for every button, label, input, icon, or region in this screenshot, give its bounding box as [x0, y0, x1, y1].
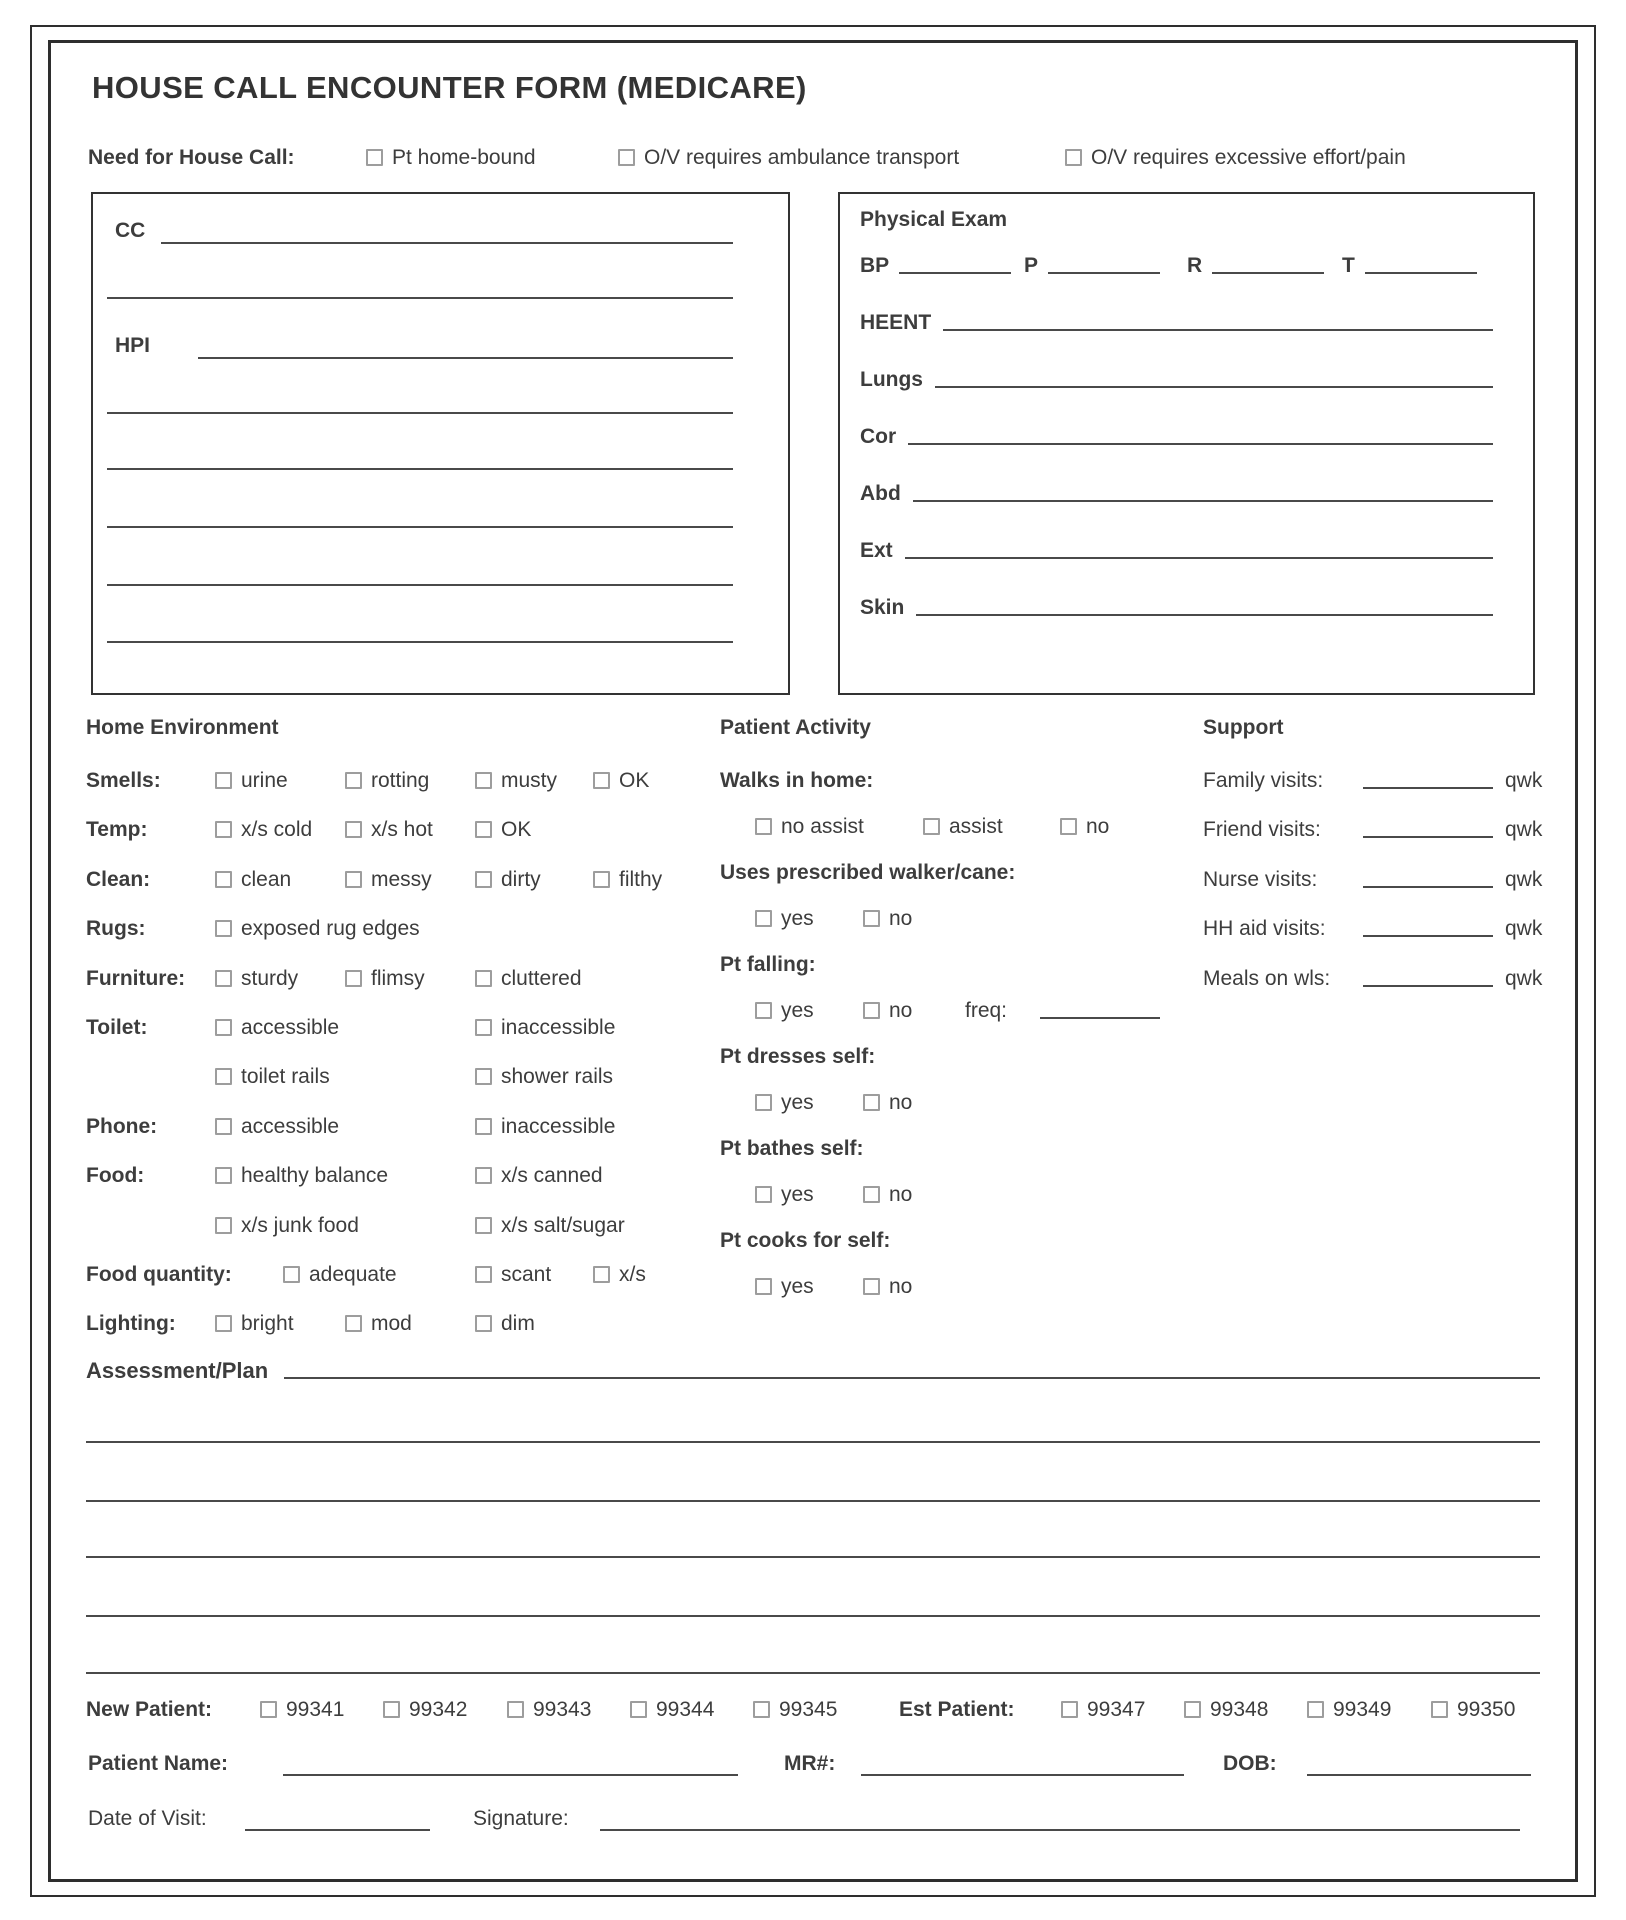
checkbox-x-s-hot[interactable]	[345, 821, 362, 838]
assessment-plan-label: Assessment/Plan	[86, 1358, 269, 1383]
checkbox-x-s-salt-sugar[interactable]	[475, 1217, 492, 1234]
home-env-row-cont-9	[86, 1214, 711, 1240]
checkbox-no[interactable]	[863, 1094, 880, 1111]
vital-p	[1024, 254, 1160, 278]
option-musty	[475, 769, 557, 793]
billing-codes-row	[86, 1698, 1546, 1726]
activity-question-uses-prescribed-walker-cane: Uses prescribed walker/cane:	[720, 861, 1016, 884]
home-env-label-clean: Clean:	[86, 867, 151, 891]
exam-blank-line-skin[interactable]	[916, 614, 1493, 616]
label-o-v-requires-ambulance-transport: O/V requires ambulance transport	[644, 146, 960, 169]
home-env-label-furniture: Furniture:	[86, 966, 186, 990]
freq-blank-line[interactable]	[1040, 1017, 1160, 1019]
option-clean	[215, 868, 291, 892]
home-env-row-clean	[86, 868, 711, 894]
option-99341	[260, 1698, 344, 1722]
vital-label-t: T	[1342, 254, 1355, 277]
patient-name-blank-line[interactable]	[283, 1774, 738, 1776]
activity-options-pt-cooks-for-self	[720, 1275, 1195, 1301]
vital-t	[1342, 254, 1477, 278]
option-no	[1060, 815, 1109, 839]
assessment-blank-line[interactable]	[86, 1441, 1540, 1443]
label-dirty: dirty	[501, 867, 541, 891]
option-o-v-requires-ambulance-transport	[618, 146, 959, 170]
label-ok: OK	[619, 769, 650, 792]
checkbox-messy[interactable]	[345, 871, 362, 888]
label-99341: 99341	[286, 1698, 345, 1721]
new-patient-label: New Patient:	[86, 1698, 213, 1721]
checkbox-rotting[interactable]	[345, 772, 362, 789]
label-rotting: rotting	[371, 769, 430, 792]
assessment-blank-line[interactable]	[86, 1672, 1540, 1674]
option-99350	[1431, 1698, 1515, 1722]
option-bright	[215, 1312, 294, 1336]
home-env-label-rugs: Rugs:	[86, 917, 146, 941]
checkbox-scant[interactable]	[475, 1266, 492, 1283]
label-x-s: x/s	[619, 1263, 646, 1286]
option-adequate	[283, 1263, 397, 1287]
label-messy: messy	[371, 867, 432, 891]
support-title: Support	[1203, 716, 1284, 739]
checkbox-dirty[interactable]	[475, 871, 492, 888]
hpi-blank-line[interactable]	[107, 526, 733, 528]
cc-hpi-box	[91, 192, 790, 695]
label-ok: OK	[501, 818, 532, 842]
label-yes: yes	[781, 1091, 814, 1114]
option-yes	[755, 1275, 814, 1299]
support-unit-hh-aid-visits: qwk	[1505, 917, 1543, 941]
activity-options-walks-in-home	[720, 815, 1195, 841]
exam-blank-line-heent[interactable]	[943, 329, 1493, 331]
checkbox-toilet-rails[interactable]	[215, 1068, 232, 1085]
option-dim	[475, 1312, 535, 1336]
checkbox-dim[interactable]	[475, 1315, 492, 1332]
option-cluttered	[475, 967, 582, 991]
label-no-assist: no assist	[781, 815, 864, 838]
support-blank-line-family-visits[interactable]	[1363, 787, 1493, 789]
option-rotting	[345, 769, 429, 793]
label-shower-rails: shower rails	[501, 1065, 614, 1089]
checkbox-no[interactable]	[863, 1278, 880, 1295]
activity-options-pt-dresses-self	[720, 1091, 1195, 1117]
assessment-blank-line[interactable]	[86, 1500, 1540, 1502]
exam-row-ext	[860, 539, 1493, 563]
vital-label-r: R	[1187, 254, 1203, 277]
label-bright: bright	[241, 1312, 294, 1336]
cc-label: CC	[115, 219, 146, 242]
cc-blank-line[interactable]	[107, 297, 733, 299]
support-label-friend-visits: Friend visits:	[1203, 818, 1321, 842]
label-adequate: adequate	[309, 1263, 397, 1286]
option-dirty	[475, 868, 541, 892]
mr-number-label: MR#:	[784, 1752, 836, 1775]
label-99344: 99344	[656, 1698, 715, 1721]
option-x-s-cold	[215, 818, 312, 842]
activity-question-pt-falling: Pt falling:	[720, 953, 816, 976]
patient-activity-title: Patient Activity	[720, 716, 871, 739]
option-inaccessible	[475, 1115, 615, 1139]
vital-label-bp: BP	[860, 254, 890, 277]
option-no	[863, 1275, 912, 1299]
activity-options-pt-falling	[720, 999, 1195, 1025]
label-musty: musty	[501, 769, 558, 792]
option-no	[863, 1091, 912, 1115]
checkbox-o-v-requires-ambulance-transport[interactable]	[618, 149, 635, 166]
option-assist	[923, 815, 1003, 839]
label-99349: 99349	[1333, 1698, 1392, 1721]
home-env-label-smells: Smells:	[86, 769, 161, 792]
hpi-blank-line[interactable]	[107, 468, 733, 470]
support-blank-line-friend-visits[interactable]	[1363, 836, 1493, 838]
option-exposed-rug-edges	[215, 917, 420, 941]
label-99347: 99347	[1087, 1698, 1146, 1721]
checkbox-yes[interactable]	[755, 1186, 772, 1203]
hpi-label: HPI	[115, 334, 151, 357]
label-cluttered: cluttered	[501, 966, 582, 990]
exam-blank-line-lungs[interactable]	[935, 386, 1493, 388]
option-pt-home-bound	[366, 146, 536, 170]
label-dim: dim	[501, 1312, 535, 1336]
support-unit-meals-on-wls: qwk	[1505, 966, 1543, 990]
support-section	[1203, 706, 1563, 1026]
vital-r	[1187, 254, 1324, 278]
home-env-label-lighting: Lighting:	[86, 1312, 176, 1336]
label-exposed-rug-edges: exposed rug edges	[241, 917, 420, 941]
checkbox-filthy[interactable]	[593, 871, 610, 888]
exam-label-heent: HEENT	[860, 311, 932, 334]
home-env-row-lighting	[86, 1312, 711, 1338]
option-x-s-junk-food	[215, 1214, 359, 1238]
home-env-row-food	[86, 1164, 711, 1190]
vital-bp	[860, 254, 1011, 278]
checkbox-99341[interactable]	[260, 1701, 277, 1718]
checkbox-musty[interactable]	[475, 772, 492, 789]
option-inaccessible	[475, 1016, 615, 1040]
exam-label-skin: Skin	[860, 596, 905, 619]
support-unit-nurse-visits: qwk	[1505, 867, 1543, 891]
checkbox-99350[interactable]	[1431, 1701, 1448, 1718]
option-yes	[755, 1091, 814, 1115]
label-x-s-junk-food: x/s junk food	[241, 1213, 359, 1237]
checkbox-yes[interactable]	[755, 1094, 772, 1111]
exam-row-cor	[860, 425, 1493, 449]
support-row-meals-on-wls	[1203, 967, 1563, 993]
freq-label: freq:	[965, 999, 1008, 1022]
label-x-s-cold: x/s cold	[241, 818, 313, 842]
support-row-nurse-visits	[1203, 868, 1563, 894]
support-label-meals-on-wls: Meals on wls:	[1203, 966, 1331, 990]
support-row-friend-visits	[1203, 818, 1563, 844]
label-inaccessible: inaccessible	[501, 1016, 616, 1039]
date-of-visit-blank-line[interactable]	[245, 1829, 430, 1831]
exam-blank-line-abd[interactable]	[913, 500, 1493, 502]
exam-row-skin	[860, 596, 1493, 620]
option-messy	[345, 868, 432, 892]
label-filthy: filthy	[619, 867, 663, 891]
label-flimsy: flimsy	[371, 966, 425, 990]
checkbox-99347[interactable]	[1061, 1701, 1078, 1718]
exam-blank-line-cor[interactable]	[908, 443, 1493, 445]
vital-blank-line-t[interactable]	[1365, 272, 1477, 274]
checkbox-exposed-rug-edges[interactable]	[215, 920, 232, 937]
checkbox-no-assist[interactable]	[755, 818, 772, 835]
label-mod: mod	[371, 1312, 412, 1336]
checkbox-pt-home-bound[interactable]	[366, 149, 383, 166]
checkbox-ok[interactable]	[593, 772, 610, 789]
option-99347	[1061, 1698, 1145, 1722]
exam-row-abd	[860, 482, 1493, 506]
home-env-label-toilet: Toilet:	[86, 1016, 148, 1039]
est-patient-label: Est Patient:	[899, 1698, 1015, 1721]
label-toilet-rails: toilet rails	[241, 1065, 330, 1089]
home-env-row-furniture	[86, 967, 711, 993]
vital-label-p: P	[1024, 254, 1039, 277]
checkbox-yes[interactable]	[755, 910, 772, 927]
option-99343	[507, 1698, 591, 1722]
exam-label-lungs: Lungs	[860, 368, 923, 391]
option-99345	[753, 1698, 837, 1722]
label-inaccessible: inaccessible	[501, 1114, 616, 1138]
checkbox-healthy-balance[interactable]	[215, 1167, 232, 1184]
label-yes: yes	[781, 907, 814, 930]
checkbox-urine[interactable]	[215, 772, 232, 789]
checkbox-ok[interactable]	[475, 821, 492, 838]
checkbox-accessible[interactable]	[215, 1118, 232, 1135]
assessment-plan-row	[86, 1358, 1540, 1383]
option-mod	[345, 1312, 412, 1336]
checkbox-x-s[interactable]	[593, 1266, 610, 1283]
checkbox-99342[interactable]	[383, 1701, 400, 1718]
checkbox-bright[interactable]	[215, 1315, 232, 1332]
activity-question-pt-cooks-for-self: Pt cooks for self:	[720, 1229, 891, 1252]
checkbox-no[interactable]	[863, 1002, 880, 1019]
activity-question-pt-bathes-self: Pt bathes self:	[720, 1137, 864, 1160]
label-99343: 99343	[533, 1698, 592, 1721]
vital-blank-line-bp[interactable]	[899, 272, 1011, 274]
checkbox-no[interactable]	[863, 1186, 880, 1203]
checkbox-inaccessible[interactable]	[475, 1019, 492, 1036]
label-yes: yes	[781, 999, 814, 1022]
support-blank-line-meals-on-wls[interactable]	[1363, 985, 1493, 987]
label-accessible: accessible	[241, 1114, 340, 1138]
option-x-s-canned	[475, 1164, 603, 1188]
label-99342: 99342	[409, 1698, 468, 1721]
option-no	[863, 907, 912, 931]
checkbox-shower-rails[interactable]	[475, 1068, 492, 1085]
checkbox-99344[interactable]	[630, 1701, 647, 1718]
option-sturdy	[215, 967, 298, 991]
label-x-s-canned: x/s canned	[501, 1164, 603, 1188]
cc-blank-line[interactable]	[161, 242, 733, 244]
exam-label-ext: Ext	[860, 539, 893, 562]
exam-row-lungs	[860, 368, 1493, 392]
assessment-blank-line[interactable]	[284, 1377, 1540, 1379]
exam-label-abd: Abd	[860, 482, 901, 505]
option-x-s-hot	[345, 818, 433, 842]
checkbox-99348[interactable]	[1184, 1701, 1201, 1718]
option-o-v-requires-excessive-effort-pain	[1065, 146, 1406, 170]
option-ok	[593, 769, 649, 793]
hpi-blank-line[interactable]	[107, 412, 733, 414]
support-label-family-visits: Family visits:	[1203, 769, 1324, 792]
activity-options-uses-prescribed-walker-cane	[720, 907, 1195, 933]
label-assist: assist	[949, 815, 1003, 838]
option-99348	[1184, 1698, 1268, 1722]
activity-question-pt-dresses-self: Pt dresses self:	[720, 1045, 876, 1068]
home-env-row-smells	[86, 769, 711, 795]
checkbox-yes[interactable]	[755, 1002, 772, 1019]
label-o-v-requires-excessive-effort-pain: O/V requires excessive effort/pain	[1091, 146, 1406, 169]
label-pt-home-bound: Pt home-bound	[392, 146, 536, 169]
support-blank-line-hh-aid-visits[interactable]	[1363, 935, 1493, 937]
checkbox-o-v-requires-excessive-effort-pain[interactable]	[1065, 149, 1082, 166]
exam-row-heent	[860, 311, 1493, 335]
patient-name-label: Patient Name:	[88, 1752, 229, 1775]
checkbox-99345[interactable]	[753, 1701, 770, 1718]
exam-blank-line-ext[interactable]	[905, 557, 1493, 559]
checkbox-x-s-cold[interactable]	[215, 821, 232, 838]
checkbox-99343[interactable]	[507, 1701, 524, 1718]
home-env-label-food: Food:	[86, 1164, 145, 1188]
home-env-row-food-quantity	[86, 1263, 711, 1289]
label-urine: urine	[241, 769, 288, 792]
support-blank-line-nurse-visits[interactable]	[1363, 886, 1493, 888]
label-clean: clean	[241, 867, 292, 891]
label-no: no	[889, 1183, 913, 1206]
hpi-blank-line[interactable]	[107, 641, 733, 643]
option-no	[863, 999, 912, 1023]
assessment-blank-line[interactable]	[86, 1556, 1540, 1558]
option-99342	[383, 1698, 467, 1722]
home-env-row-cont-6	[86, 1065, 711, 1091]
label-accessible: accessible	[241, 1016, 340, 1039]
label-healthy-balance: healthy balance	[241, 1164, 389, 1188]
mr-number-blank-line[interactable]	[861, 1774, 1184, 1776]
signature-blank-line[interactable]	[600, 1829, 1520, 1831]
support-label-hh-aid-visits: HH aid visits:	[1203, 917, 1326, 941]
option-yes	[755, 907, 814, 931]
activity-options-pt-bathes-self	[720, 1183, 1195, 1209]
option-accessible	[215, 1016, 339, 1040]
assessment-blank-line[interactable]	[86, 1615, 1540, 1617]
option-99349	[1307, 1698, 1391, 1722]
vital-blank-line-p[interactable]	[1048, 272, 1160, 274]
dob-label: DOB:	[1223, 1752, 1277, 1775]
checkbox-assist[interactable]	[923, 818, 940, 835]
checkbox-no[interactable]	[863, 910, 880, 927]
label-no: no	[1086, 815, 1110, 838]
option-no-assist	[755, 815, 864, 839]
home-env-label-food-quantity: Food quantity:	[86, 1263, 232, 1286]
option-scant	[475, 1263, 551, 1287]
support-unit-family-visits: qwk	[1505, 769, 1543, 792]
dob-blank-line[interactable]	[1307, 1774, 1531, 1776]
label-yes: yes	[781, 1275, 814, 1298]
label-yes: yes	[781, 1183, 814, 1206]
label-x-s-salt-sugar: x/s salt/sugar	[501, 1213, 625, 1237]
option-toilet-rails	[215, 1065, 330, 1089]
label-no: no	[889, 907, 913, 930]
checkbox-accessible[interactable]	[215, 1019, 232, 1036]
checkbox-yes[interactable]	[755, 1278, 772, 1295]
label-sturdy: sturdy	[241, 966, 299, 990]
hpi-blank-line[interactable]	[107, 584, 733, 586]
option-ok	[475, 818, 531, 842]
exam-label-cor: Cor	[860, 425, 897, 448]
option-x-s-salt-sugar	[475, 1214, 625, 1238]
option-filthy	[593, 868, 662, 892]
checkbox-inaccessible[interactable]	[475, 1118, 492, 1135]
checkbox-cluttered[interactable]	[475, 970, 492, 987]
label-no: no	[889, 999, 913, 1022]
checkbox-flimsy[interactable]	[345, 970, 362, 987]
home-env-row-phone	[86, 1115, 711, 1141]
home-env-label-temp: Temp:	[86, 818, 148, 842]
checkbox-mod[interactable]	[345, 1315, 362, 1332]
option-flimsy	[345, 967, 425, 991]
option-urine	[215, 769, 288, 793]
option-99344	[630, 1698, 714, 1722]
label-no: no	[889, 1091, 913, 1114]
support-unit-friend-visits: qwk	[1505, 818, 1543, 842]
patient-activity-section	[720, 706, 1195, 1366]
option-no	[863, 1183, 912, 1207]
label-99350: 99350	[1457, 1698, 1516, 1721]
option-shower-rails	[475, 1065, 613, 1089]
label-x-s-hot: x/s hot	[371, 818, 433, 842]
date-of-visit-label: Date of Visit:	[88, 1807, 207, 1830]
checkbox-sturdy[interactable]	[215, 970, 232, 987]
support-row-hh-aid-visits	[1203, 917, 1563, 943]
need-for-house-call-row	[88, 146, 1538, 174]
physical-exam-box	[838, 192, 1535, 695]
checkbox-x-s-canned[interactable]	[475, 1167, 492, 1184]
label-no: no	[889, 1275, 913, 1298]
label-scant: scant	[501, 1263, 552, 1286]
physical-exam-title: Physical Exam	[860, 208, 1008, 231]
home-env-row-toilet	[86, 1016, 711, 1042]
checkbox-99349[interactable]	[1307, 1701, 1324, 1718]
option-yes	[755, 999, 814, 1023]
vital-blank-line-r[interactable]	[1212, 272, 1324, 274]
label-99345: 99345	[779, 1698, 838, 1721]
home-env-row-rugs	[86, 917, 711, 943]
support-row-family-visits	[1203, 769, 1563, 795]
page-title: HOUSE CALL ENCOUNTER FORM (MEDICARE)	[92, 70, 807, 105]
option-healthy-balance	[215, 1164, 388, 1188]
hpi-blank-line[interactable]	[198, 357, 733, 359]
checkbox-no[interactable]	[1060, 818, 1077, 835]
support-label-nurse-visits: Nurse visits:	[1203, 867, 1318, 891]
checkbox-clean[interactable]	[215, 871, 232, 888]
signature-label: Signature:	[473, 1807, 569, 1830]
option-x-s	[593, 1263, 646, 1287]
checkbox-adequate[interactable]	[283, 1266, 300, 1283]
option-yes	[755, 1183, 814, 1207]
checkbox-x-s-junk-food[interactable]	[215, 1217, 232, 1234]
home-environment-title: Home Environment	[86, 716, 279, 739]
option-accessible	[215, 1115, 339, 1139]
activity-question-walks-in-home: Walks in home:	[720, 769, 874, 792]
label-99348: 99348	[1210, 1698, 1269, 1721]
home-env-row-temp	[86, 818, 711, 844]
need-for-house-call-label: Need for House Call:	[88, 146, 295, 169]
home-environment-section	[86, 706, 711, 1366]
home-env-label-phone: Phone:	[86, 1114, 158, 1138]
